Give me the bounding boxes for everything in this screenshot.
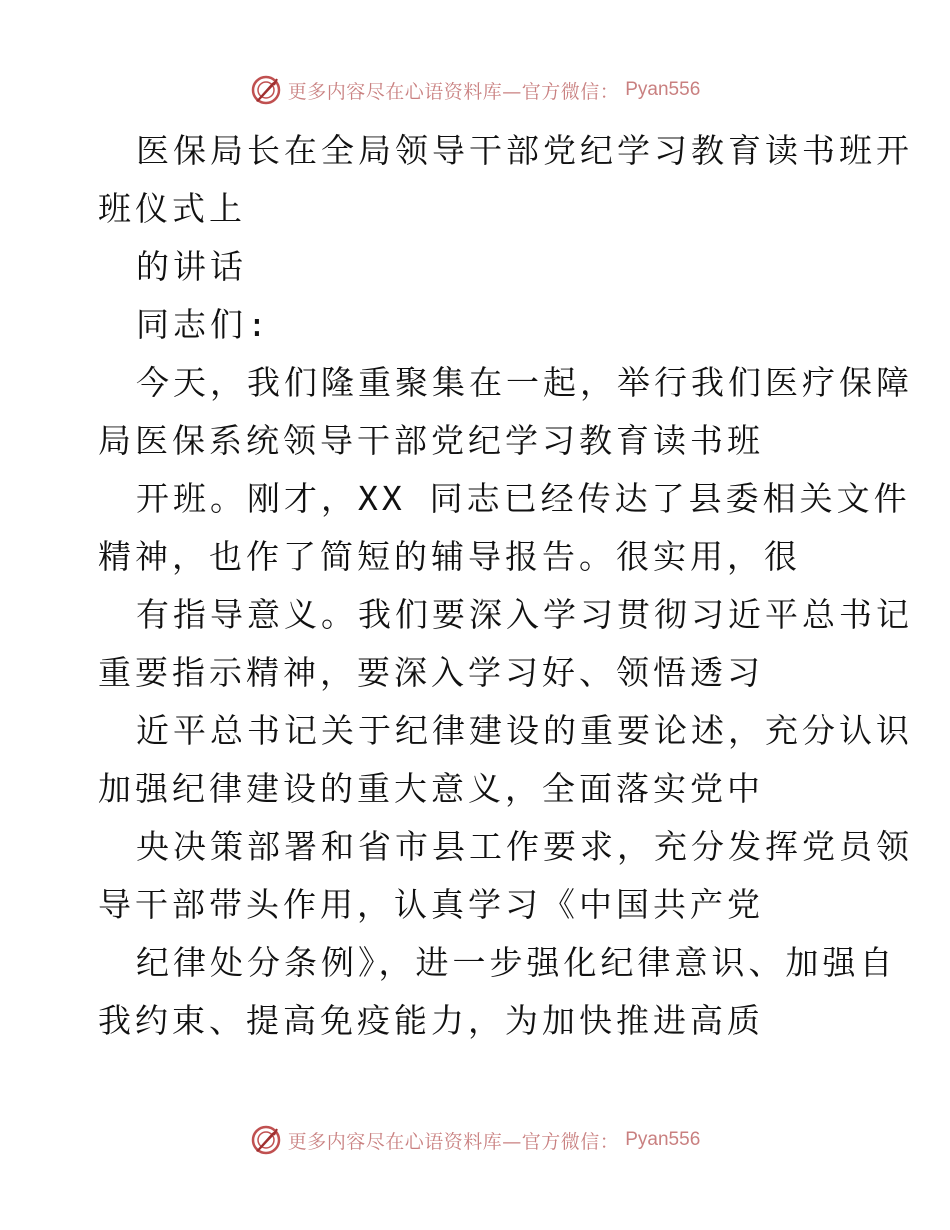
text-line: 班仪式上	[98, 189, 246, 228]
watermark-text: 更多内容尽在心语资料库—官方微信：	[287, 80, 620, 103]
text-line: 纪律处分条例》，进一步强化纪律意识、加强自	[136, 943, 897, 982]
document-body	[98, 122, 913, 1050]
text-line: 的讲话	[136, 247, 247, 286]
text-line: 央决策部署和省市县工作要求，充分发挥党员领	[136, 827, 913, 866]
watermark-group	[250, 1124, 701, 1156]
text-line: 精神，也作了简短的辅导报告。很实用，很	[98, 537, 801, 576]
text-line: 导干部带头作用，认真学习《中国共产党	[98, 885, 764, 924]
text-line: 局医保系统领导干部党纪学习教育读书班	[98, 421, 764, 460]
text-line: 我约束、提高免疫能力，为加快推进高质	[98, 1001, 764, 1040]
watermark-wechat-id: Pyan556	[625, 79, 701, 100]
text-line: 医保局长在全局领导干部党纪学习教育读书班开	[136, 131, 913, 170]
text-line: 重要指示精神，要深入学习好、领悟透习	[98, 653, 764, 692]
text-line: 加强纪律建设的重大意义，全面落实党中	[98, 769, 764, 808]
text-line: 开班。刚才，XX 同志已经传达了县委相关文件	[136, 479, 911, 518]
text-line: 今天，我们隆重聚集在一起，举行我们医疗保障	[136, 363, 913, 402]
text-line: 有指导意义。我们要深入学习贯彻习近平总书记	[136, 595, 913, 634]
text-line: 同志们:	[136, 305, 271, 344]
text-line: 近平总书记关于纪律建设的重要论述，充分认识	[136, 711, 913, 750]
footer-watermark	[0, 1120, 950, 1160]
watermark-wechat-id: Pyan556	[625, 1129, 701, 1150]
header-watermark	[0, 70, 950, 110]
watermark-text: 更多内容尽在心语资料库—官方微信：	[287, 1130, 620, 1153]
watermark-group	[250, 74, 701, 106]
quill-seal-icon	[250, 74, 282, 106]
quill-seal-icon	[250, 1124, 282, 1156]
